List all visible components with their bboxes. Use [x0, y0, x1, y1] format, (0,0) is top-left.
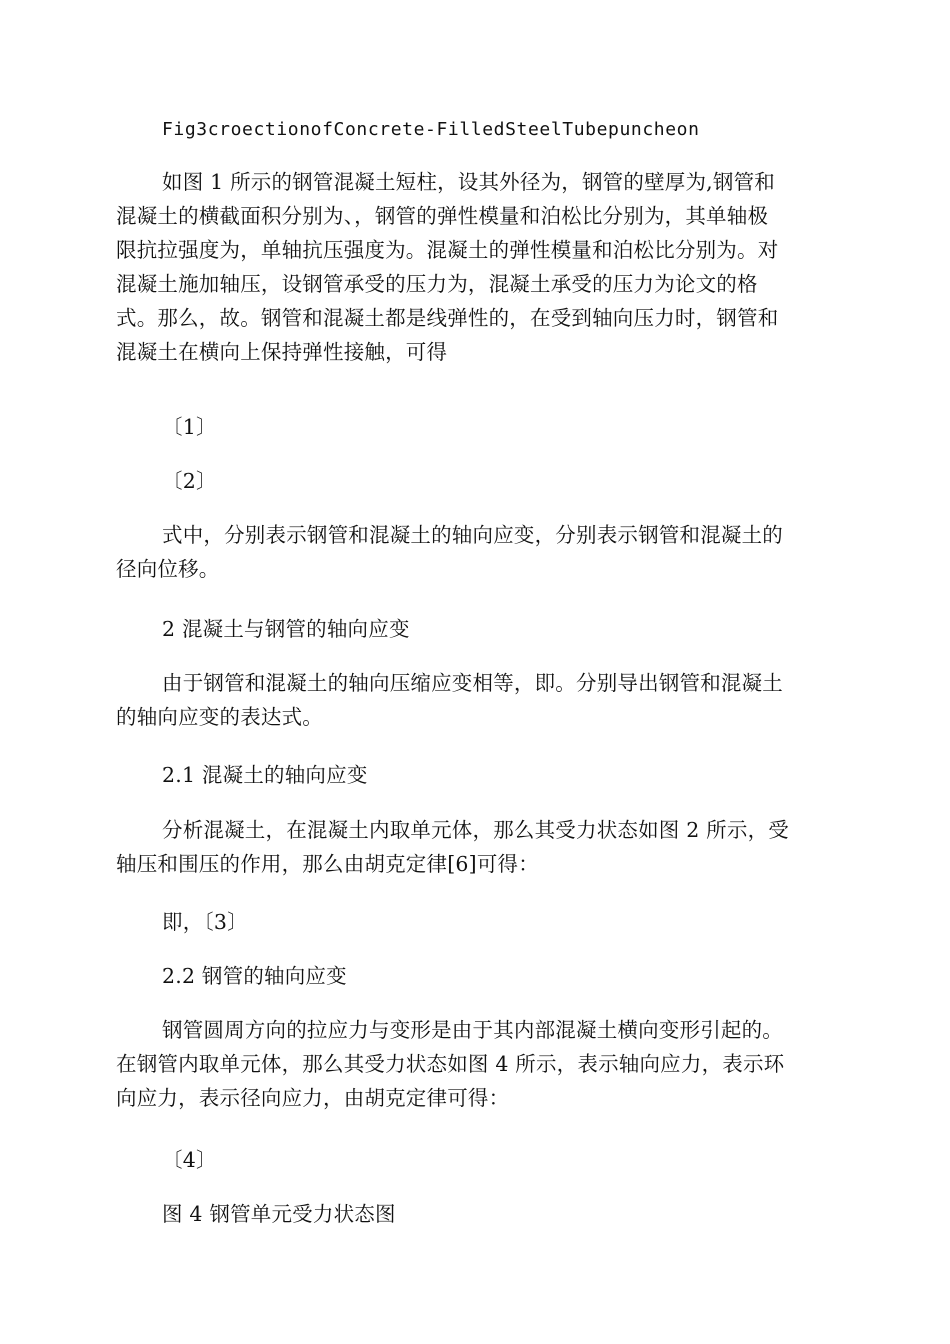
text-line: 向应力，表示径向应力，由胡克定律可得： — [116, 1086, 510, 1110]
equation-2 — [116, 464, 834, 498]
text-line: 混凝土的横截面积分别为、，钢管的弹性模量和泊松比分别为，其单轴极 — [116, 204, 769, 228]
equation-3 — [116, 905, 834, 939]
text-line: 式。那么，故。钢管和混凝土都是线弹性的，在受到轴向压力时，钢管和 — [116, 306, 779, 330]
section-heading-2-1 — [116, 758, 834, 792]
figure-caption-english — [116, 113, 834, 147]
equation-1 — [116, 410, 834, 444]
caption-text: 图 4 钢管单元受力状态图 — [162, 1202, 396, 1226]
heading-text: 2.2 钢管的轴向应变 — [162, 964, 347, 988]
text-line: 径向位移。 — [116, 557, 220, 581]
text-line: 在钢管内取单元体，那么其受力状态如图 4 所示，表示轴向应力，表示环 — [116, 1052, 785, 1076]
text-line: 式中，分别表示钢管和混凝土的轴向应变，分别表示钢管和混凝土的 — [162, 523, 783, 547]
paragraph-notation — [116, 518, 834, 586]
text-line: 由于钢管和混凝土的轴向压缩应变相等，即。分别导出钢管和混凝土 — [162, 671, 783, 695]
text-line: 钢管圆周方向的拉应力与变形是由于其内部混凝土横向变形引起的。 — [162, 1018, 783, 1042]
equation-label: 〔2〕 — [162, 469, 217, 493]
text-line: 分析混凝土，在混凝土内取单元体，那么其受力状态如图 2 所示，受 — [162, 818, 789, 842]
equation-label: 〔4〕 — [162, 1148, 217, 1172]
section-heading-2 — [116, 612, 834, 646]
paragraph-axial-strain — [116, 666, 834, 734]
text-line: 限抗拉强度为，单轴抗压强度为。混凝土的弹性模量和泊松比分别为。对 — [116, 238, 779, 262]
text-line: 混凝土在横向上保持弹性接触，可得 — [116, 340, 448, 364]
figure-4-caption — [116, 1197, 834, 1231]
section-heading-2-2 — [116, 959, 834, 993]
equation-label: 即，〔3〕 — [162, 910, 248, 934]
equation-4 — [116, 1143, 834, 1177]
paragraph-setup — [116, 165, 834, 369]
caption-text: Fig3croectionofConcrete-FilledSteelTubepuncheon — [162, 119, 700, 140]
text-line: 轴压和围压的作用，那么由胡克定律[6]可得： — [116, 852, 539, 876]
text-line: 的轴向应变的表达式。 — [116, 705, 323, 729]
equation-label: 〔1〕 — [162, 415, 217, 439]
heading-text: 2 混凝土与钢管的轴向应变 — [162, 617, 410, 641]
text-line: 混凝土施加轴压，设钢管承受的压力为，混凝土承受的压力为论文的格 — [116, 272, 758, 296]
text-line: 如图 1 所示的钢管混凝土短柱，设其外径为，钢管的壁厚为,钢管和 — [162, 170, 775, 194]
paragraph-concrete-analysis — [116, 813, 834, 881]
heading-text: 2.1 混凝土的轴向应变 — [162, 763, 368, 787]
paragraph-steel-tube-analysis — [116, 1013, 834, 1115]
